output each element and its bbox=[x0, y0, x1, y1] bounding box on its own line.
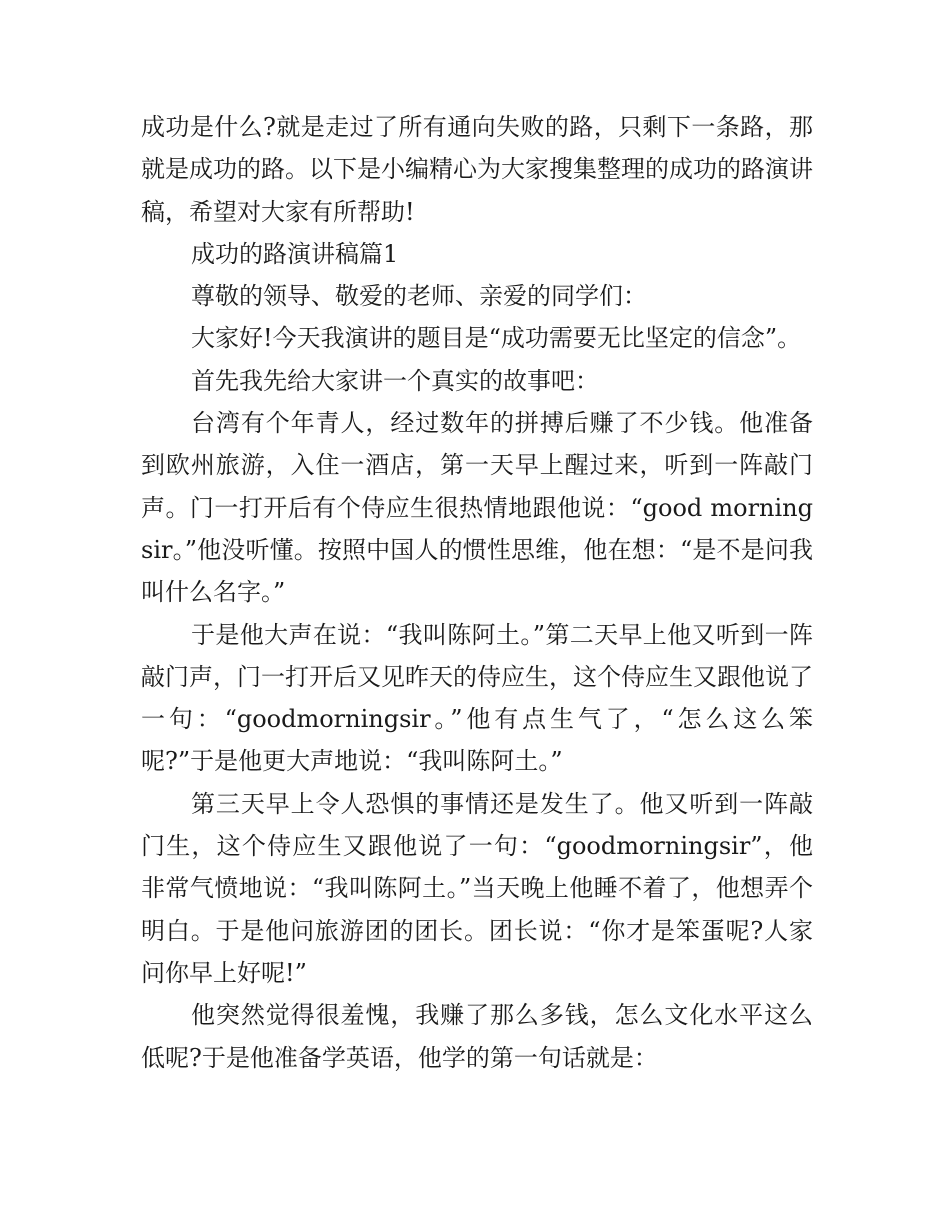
story-paragraph-3: 第三天早上令人恐惧的事情还是发生了。他又听到一阵敲门生，这个侍应生又跟他说了一句：“goodmorningsir”，他非常气愤地说：“我叫陈阿土。”当天晚上他睡不着了，他想弄个明白。于是他问旅游团的团长。团长说：“你才是笨蛋呢?人家问你早上好呢!” bbox=[141, 789, 813, 987]
story-intro-paragraph: 首先我先给大家讲一个真实的故事吧： bbox=[191, 366, 599, 395]
greeting-paragraph: 大家好!今天我演讲的题目是“成功需要无比坚定的信念”。 bbox=[191, 324, 802, 353]
salutation-paragraph: 尊敬的领导、敬爱的老师、亲爱的同学们： bbox=[191, 282, 647, 311]
intro-paragraph: 成功是什么?就是走过了所有通向失败的路，只剩下一条路，那就是成功的路。以下是小编精心为大家搜集整理的成功的路演讲稿，希望对大家有所帮助! bbox=[141, 113, 813, 226]
story-paragraph-2: 于是他大声在说：“我叫陈阿土。”第二天早上他又听到一阵敲门声，门一打开后又见昨天的侍应生，这个侍应生又跟他说了一句：“goodmorningsir。”他有点生气了，“怎么这么笨呢?”于是他更大声地说：“我叫陈阿土。” bbox=[141, 620, 813, 776]
section-heading: 成功的路演讲稿篇1 bbox=[191, 239, 399, 268]
document-body bbox=[141, 106, 813, 1079]
story-paragraph-1: 台湾有个年青人，经过数年的拼搏后赚了不少钱。他准备到欧州旅游，入住一酒店，第一天早上醒过来，听到一阵敲门声。门一打开后有个侍应生很热情地跟他说：“good morning sir。”他没听懂。按照中国人的惯性思维，他在想：“是不是问我叫什么名字。” bbox=[141, 409, 813, 607]
story-paragraph-4: 他突然觉得很羞愧，我赚了那么多钱，怎么文化水平这么低呢?于是他准备学英语，他学的第一句话就是： bbox=[141, 1001, 813, 1072]
